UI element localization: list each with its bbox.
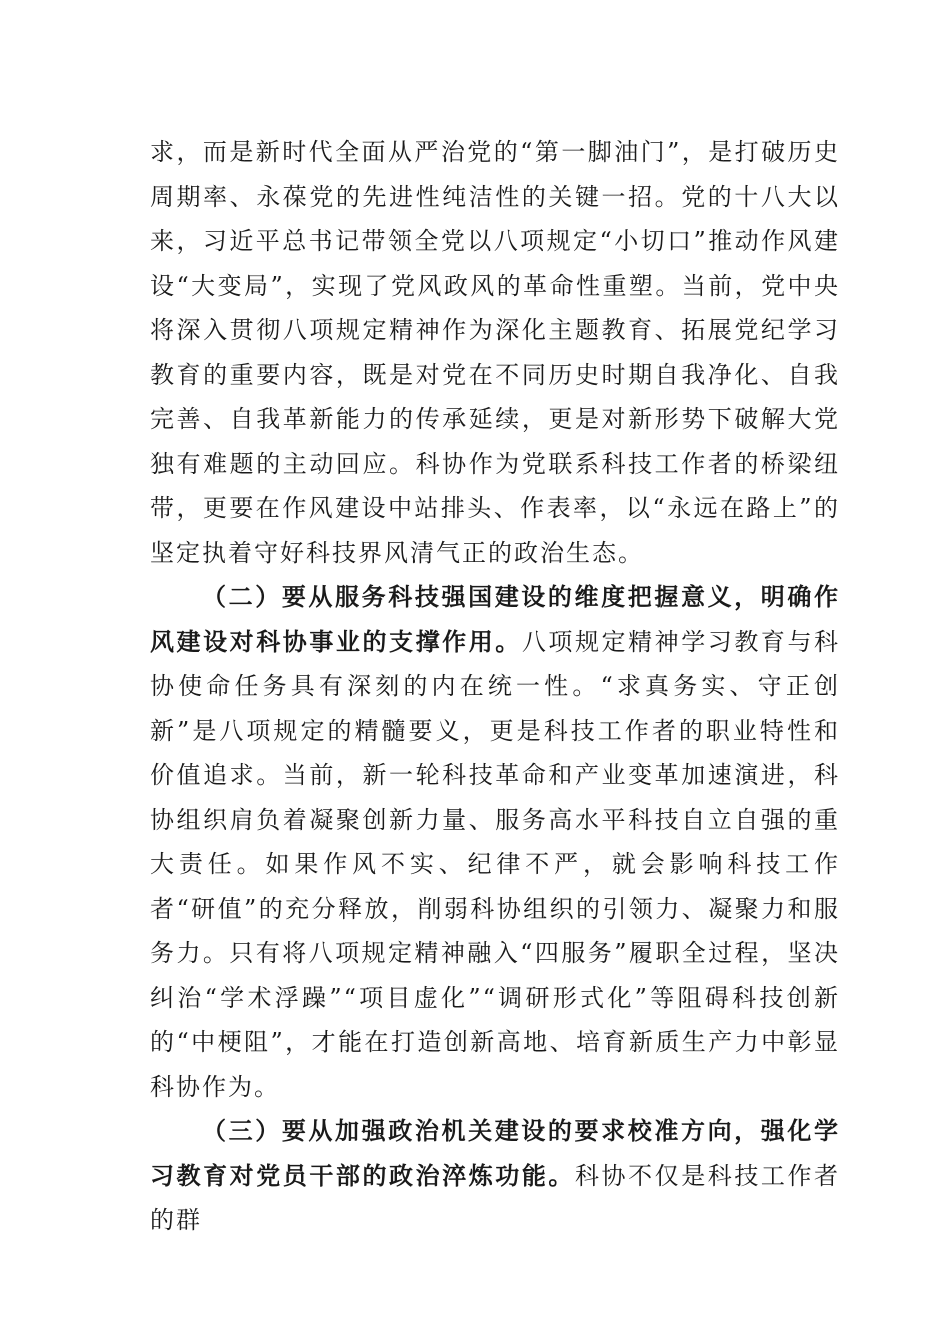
document-body [150, 130, 840, 1243]
paragraph-continued [150, 130, 840, 575]
paragraph-section-3 [150, 1109, 840, 1243]
section-heading: （三）要从加强政治机关建设的要求校准方向，强化学习教育对党员干部的政治淬炼功能。 [150, 1116, 840, 1190]
paragraph-text: 求，而是新时代全面从严治党的“第一脚油门”，是打破历史周期率、永葆党的先进性纯洁性的关键一招。党的十八大以来，习近平总书记带领全党以八项规定“小切口”推动作风建设“大变局”，实现了党风政风的革命性重塑。当前，党中央将深入贯彻八项规定精神作为深化主题教育、拓展党纪学习教育的重要内容，既是对党在不同历史时期自我净化、自我完善、自我革新能力的传承延续，更是对新形势下破解大党独有难题的主动回应。科协作为党联系科技工作者的桥梁纽带，更要在作风建设中站排头、作表率，以“永远在路上”的坚定执着守好科技界风清气正的政治生态。 [150, 138, 840, 567]
paragraph-section-2 [150, 575, 840, 1109]
paragraph-text: 科协不仅是科技工作者的群 [150, 1161, 841, 1234]
paragraph-text: 八项规定精神学习教育与科协使命任务具有深刻的内在统一性。“求真务实、守正创新”是八项规定的精髓要义，更是科技工作者的职业特性和价值追求。当前，新一轮科技革命和产业变革加速演进，科协组织肩负着凝聚创新力量、服务高水平科技自立自强的重大责任。如果作风不实、纪律不严，就会影响科技工作者“研值”的充分释放，削弱科协组织的引领力、凝聚力和服务力。只有将八项规定精神融入“四服务”履职全过程，坚决纠治“学术浮躁”“项目虚化”“调研形式化”等阻碍科技创新的“中梗阻”，才能在打造创新高地、培育新质生产力中彰显科协作为。 [150, 627, 841, 1101]
section-heading: （二）要从服务科技强国建设的维度把握意义，明确作风建设对科协事业的支撑作用。 [150, 582, 840, 656]
